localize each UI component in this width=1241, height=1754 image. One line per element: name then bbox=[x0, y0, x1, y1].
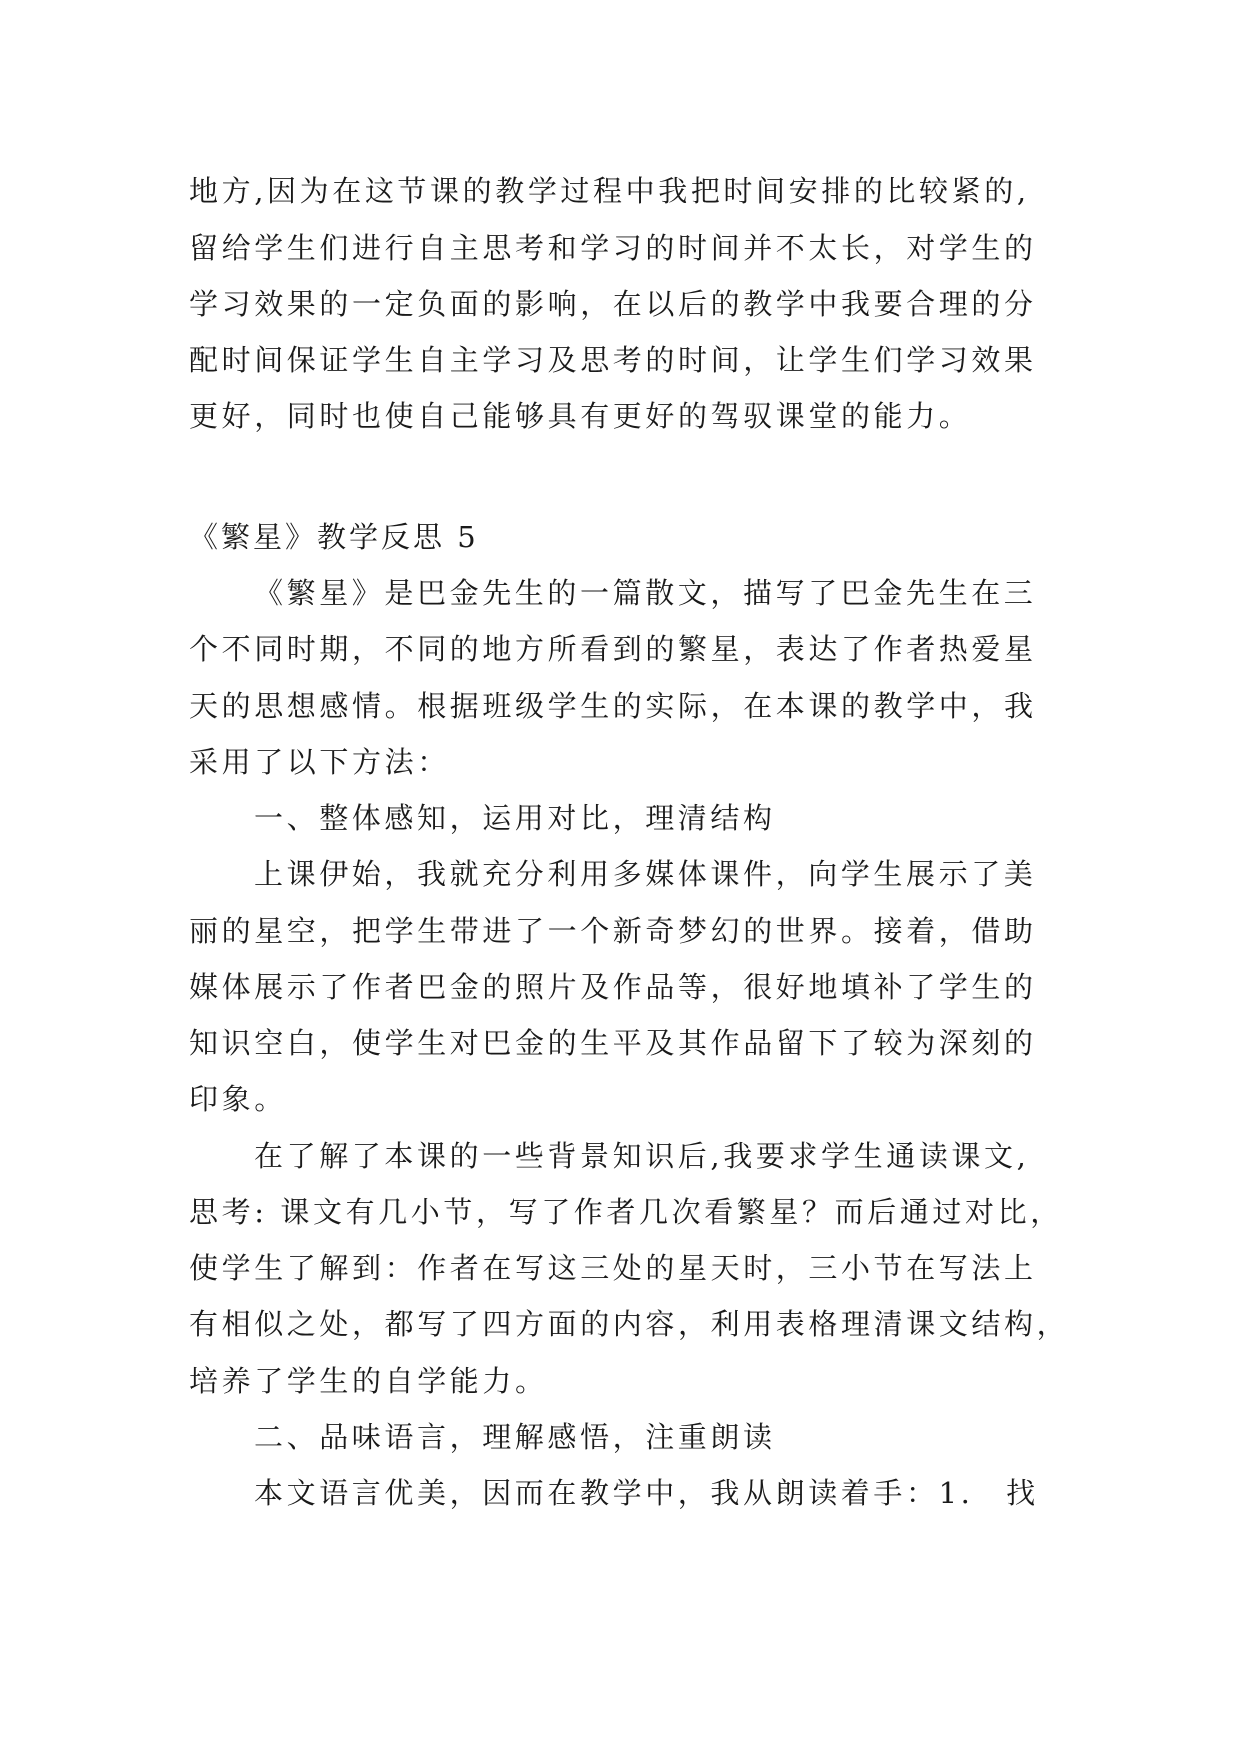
paragraph-line: 上课伊始，我就充分利用多媒体课件，向学生展示了美 bbox=[254, 857, 1037, 891]
paragraph-line: 思考: 课文有几小节，写了作者几次看繁星？而后通过对比， bbox=[189, 1195, 1063, 1229]
paragraph-line: 印象。 bbox=[189, 1082, 287, 1116]
paragraph-line: 培养了学生的自学能力。 bbox=[189, 1364, 548, 1398]
paragraph-line: 《繁星》是巴金先生的一篇散文，描写了巴金先生在三 bbox=[254, 576, 1037, 610]
section-heading: 《繁星》教学反思 5 bbox=[189, 520, 479, 554]
paragraph-line: 采用了以下方法： bbox=[189, 745, 450, 779]
paragraph-line: 有相似之处，都写了四方面的内容，利用表格理清课文结构， bbox=[189, 1307, 1070, 1341]
paragraph-line: 媒体展示了作者巴金的照片及作品等，很好地填补了学生的 bbox=[189, 970, 1037, 1004]
paragraph-line: 在了解了本课的一些背景知识后,我要求学生通读课文, bbox=[254, 1139, 1030, 1173]
paragraph-line: 丽的星空，把学生带进了一个新奇梦幻的世界。接着，借助 bbox=[189, 914, 1037, 948]
paragraph-line: 个不同时期，不同的地方所看到的繁星，表达了作者热爱星 bbox=[189, 632, 1037, 666]
paragraph-line: 使学生了解到：作者在写这三处的星天时，三小节在写法上 bbox=[189, 1251, 1037, 1285]
paragraph-line: 更好，同时也使自己能够具有更好的驾驭课堂的能力。 bbox=[189, 399, 972, 433]
paragraph-line: 配时间保证学生自主学习及思考的时间，让学生们学习效果 bbox=[189, 343, 1037, 377]
paragraph-line: 学习效果的一定负面的影响，在以后的教学中我要合理的分 bbox=[189, 287, 1037, 321]
paragraph-line: 知识空白，使学生对巴金的生平及其作品留下了较为深刻的 bbox=[189, 1026, 1037, 1060]
paragraph-line: 地方,因为在这节课的教学过程中我把时间安排的比较紧的, bbox=[189, 174, 1030, 208]
subsection-heading: 二、品味语言，理解感悟，注重朗读 bbox=[254, 1420, 776, 1454]
paragraph-line: 天的思想感情。根据班级学生的实际，在本课的教学中，我 bbox=[189, 689, 1037, 723]
paragraph-line: 本文语言优美，因而在教学中，我从朗读着手：1. 找 bbox=[254, 1476, 1039, 1510]
paragraph-line: 留给学生们进行自主思考和学习的时间并不太长，对学生的 bbox=[189, 231, 1037, 265]
subsection-heading: 一、整体感知，运用对比，理清结构 bbox=[254, 801, 776, 835]
